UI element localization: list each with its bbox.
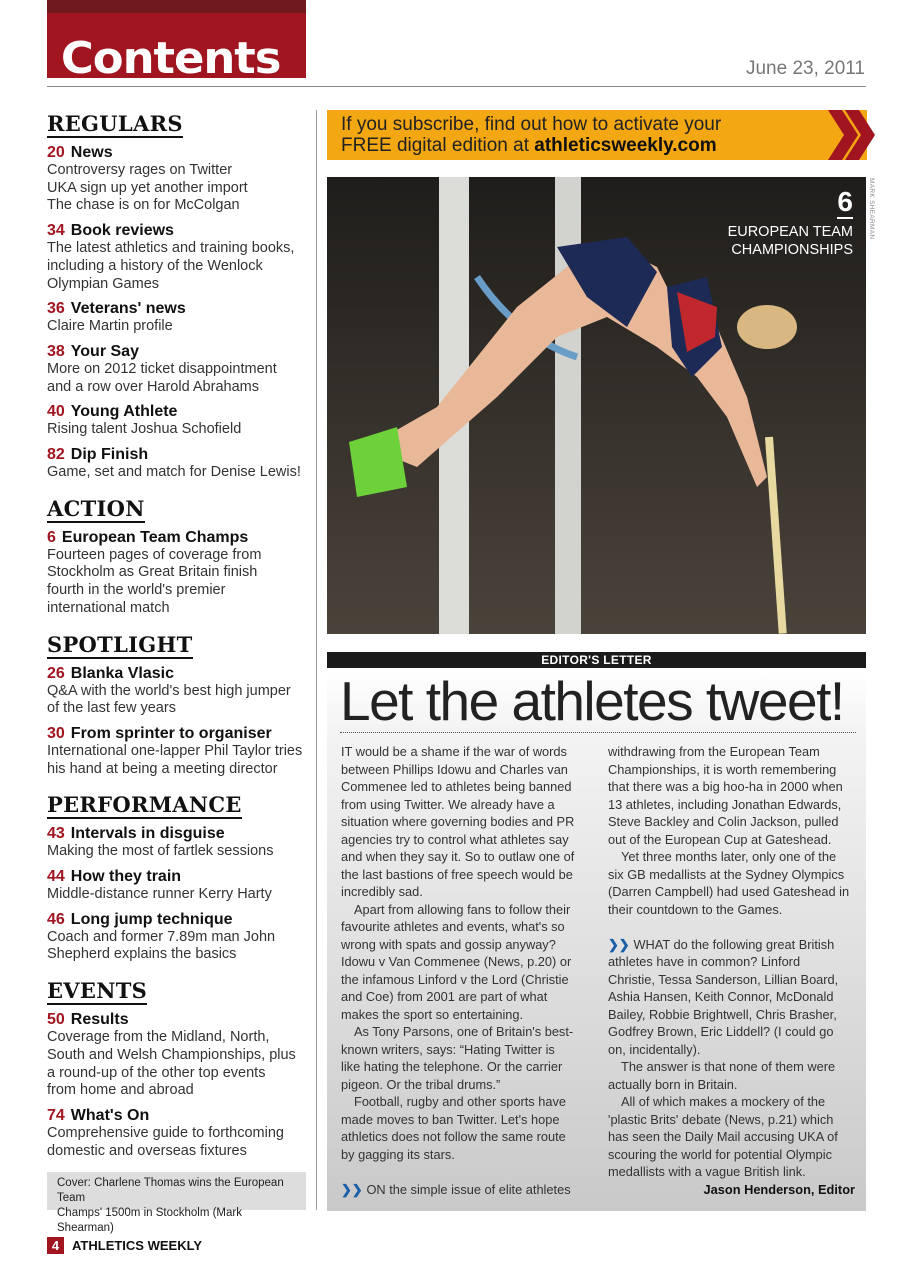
- item-page-number: 46: [47, 910, 65, 928]
- body-text: incredibly sad.: [341, 884, 423, 899]
- body-text: The answer is that none of them were: [621, 1059, 836, 1074]
- body-text-line: [341, 971, 591, 989]
- contents-item[interactable]: [47, 343, 309, 396]
- caption-line: CHAMPIONSHIPS: [731, 242, 853, 258]
- item-description-line: Claire Martin profile: [47, 318, 173, 335]
- section-heading: PERFORMANCE: [47, 792, 242, 818]
- contents-item[interactable]: [47, 300, 309, 336]
- body-text: like hating the telephone. Or the carrier: [341, 1059, 563, 1074]
- item-heading: [47, 403, 309, 421]
- item-title: How they train: [70, 868, 182, 886]
- body-text: actually born in Britain.: [608, 1076, 738, 1092]
- body-text-line: [608, 778, 855, 796]
- body-text-line: [608, 761, 855, 779]
- contents-item[interactable]: [47, 144, 309, 215]
- body-text: All of which makes a mockery of the: [621, 1094, 826, 1109]
- item-title: Young Athlete: [70, 403, 178, 421]
- item-description-line: Shepherd explains the basics: [47, 946, 237, 963]
- body-text-line: [608, 866, 855, 884]
- editorial-column-1: [341, 743, 591, 1198]
- item-heading: [47, 1011, 309, 1029]
- cover-caption-line: Cover: Charlene Thomas wins the European Team: [57, 1177, 284, 1204]
- item-page-number: 20: [47, 144, 65, 161]
- body-text: As Tony Parsons, one of Britain's best-: [354, 1024, 574, 1039]
- body-text-line: [341, 988, 591, 1006]
- item-heading: [47, 343, 309, 361]
- item-title: Your Say: [70, 342, 139, 360]
- item-description-line: South and Welsh Championships, plus: [47, 1046, 296, 1063]
- item-heading: [47, 825, 309, 843]
- contents-item[interactable]: [47, 911, 309, 964]
- item-description-line: including a history of the Wenlock: [47, 257, 263, 274]
- body-text-line: [608, 1093, 855, 1111]
- item-title: Results: [70, 1011, 129, 1029]
- body-text-line: [608, 988, 855, 1006]
- body-text: agencies try to control what athletes say: [341, 831, 569, 847]
- item-heading: [47, 300, 309, 318]
- body-text: Yet three months later, only one of the: [621, 849, 837, 864]
- body-text: their countdown to the Games.: [608, 901, 783, 917]
- photo-credit: MARK SHEARMAN: [868, 178, 875, 240]
- contents-item[interactable]: [47, 825, 309, 861]
- body-text: Football, rugby and other sports have: [354, 1094, 566, 1109]
- body-text-line: [608, 971, 855, 989]
- item-description-line: fourth in the world's premier: [47, 582, 226, 599]
- item-page-number: 82: [47, 446, 65, 464]
- item-title: Blanka Vlasic: [70, 664, 174, 682]
- cover-photo-pole-vault[interactable]: [327, 177, 866, 634]
- body-text: makes the sport so entertaining.: [341, 1006, 524, 1022]
- body-text-line: [341, 778, 591, 796]
- body-text: medallists with a vague British link.: [608, 1164, 806, 1179]
- body-text-line: [608, 831, 855, 849]
- body-text-line: [341, 1128, 591, 1146]
- body-text-line: [608, 883, 855, 901]
- feature-page-number: 6: [837, 186, 853, 217]
- item-description-line: of the last few years: [47, 700, 176, 717]
- body-text: six GB medallists at the Sydney Olympics: [608, 866, 845, 882]
- item-heading: [47, 1107, 309, 1125]
- body-text: made moves to ban Twitter. Let's hope: [341, 1111, 560, 1127]
- body-text-line: [341, 883, 591, 901]
- body-text-line: [608, 953, 855, 971]
- item-description-line: The chase is on for McColgan: [47, 197, 240, 214]
- double-chevron-icon: ❯❯: [608, 936, 630, 952]
- item-description-line: Stockholm as Great Britain finish: [47, 564, 258, 581]
- contents-list: [47, 104, 309, 1167]
- body-text-line: [341, 918, 591, 936]
- item-description-line: International one-lapper Phil Taylor tries: [47, 742, 303, 759]
- contents-item[interactable]: [47, 222, 309, 293]
- body-text-line: [341, 953, 591, 971]
- item-heading: [47, 529, 309, 547]
- body-text-line: [341, 831, 591, 849]
- paragraph-gap: [608, 918, 855, 936]
- body-text-line: [341, 761, 591, 779]
- item-title: From sprinter to organiser: [70, 724, 272, 742]
- item-description-line: The latest athletics and training books,: [47, 240, 295, 257]
- body-text: pigeon. Or the tribal drums.”: [341, 1076, 501, 1092]
- item-page-number: 43: [47, 825, 65, 843]
- body-text: Commenee led to athletes being banned: [341, 779, 572, 794]
- editorial-headline: Let the athletes tweet!: [340, 670, 844, 732]
- caption-line: EUROPEAN TEAM: [727, 224, 853, 240]
- body-text-line: [608, 848, 855, 866]
- body-text-line: [608, 743, 855, 761]
- body-text: that there was a big hoo-ha in 2000 when: [608, 779, 843, 794]
- item-title: Book reviews: [70, 222, 174, 240]
- item-page-number: 34: [47, 222, 65, 240]
- item-title: Intervals in disguise: [70, 825, 225, 843]
- body-text: Idowu v Van Commenee (News, p.20) or: [341, 954, 572, 969]
- item-description-line: Comprehensive guide to forthcoming: [47, 1124, 284, 1141]
- item-page-number: 40: [47, 403, 65, 421]
- section-heading: EVENTS: [47, 978, 148, 1004]
- body-text-line: [608, 901, 855, 919]
- website-link[interactable]: athleticsweekly.com: [534, 135, 717, 156]
- body-text: Christie, Tessa Sanderson, Lillian Board,: [608, 971, 839, 987]
- item-heading: [47, 868, 309, 886]
- masthead-band: [47, 0, 306, 13]
- contents-item[interactable]: [47, 725, 309, 778]
- body-text: from using Twitter. We already have a: [341, 796, 555, 812]
- body-text-line: [341, 1111, 591, 1129]
- editorial-column-2: [608, 743, 855, 1198]
- item-description-line: and a row over Harold Abrahams: [47, 378, 259, 395]
- body-text: and when they say it. So to outlaw one of: [341, 849, 575, 864]
- item-page-number: 26: [47, 664, 65, 682]
- body-text: athletes have in common? Linford: [608, 954, 801, 969]
- body-text-line: [608, 1006, 855, 1024]
- body-text: Steve Backley and Colin Jackson, pulled: [608, 814, 839, 829]
- item-title: Veterans' news: [70, 300, 186, 318]
- body-text: known writers, says: “Hating Twitter is: [341, 1041, 555, 1057]
- item-page-number: 38: [47, 342, 65, 360]
- item-heading: [47, 911, 309, 929]
- body-text: out of the European Cup at Gateshead.: [608, 831, 832, 847]
- body-text-line: [608, 1076, 855, 1094]
- contents-item[interactable]: [47, 446, 309, 482]
- body-text-line: [341, 1023, 591, 1041]
- body-text: situation where governing bodies and PR: [341, 814, 575, 829]
- body-text-line: [608, 1058, 855, 1076]
- body-text-line: [341, 796, 591, 814]
- body-text-line: [608, 936, 855, 954]
- body-text: withdrawing from the European Team: [608, 744, 820, 759]
- column-divider: [316, 110, 317, 1210]
- body-text-line: [341, 1041, 591, 1059]
- chevron-right-icon: [828, 110, 880, 160]
- body-text-line: [341, 743, 591, 761]
- body-text-line: [341, 848, 591, 866]
- body-text: Ashia Hansen, Keith Connor, McDonald: [608, 989, 834, 1004]
- editor-signature: Jason Henderson, Editor: [703, 1181, 855, 1197]
- item-title: News: [70, 144, 113, 161]
- body-text: the infamous Linford v the Lord (Christie: [341, 971, 569, 987]
- item-heading: [47, 665, 309, 683]
- body-text: Championships, it is worth remembering: [608, 761, 837, 777]
- body-text-line: [341, 1146, 591, 1164]
- body-text-line: [341, 1058, 591, 1076]
- item-title: What's On: [70, 1106, 150, 1124]
- contents-item[interactable]: [47, 1011, 309, 1100]
- double-chevron-icon: ❯❯: [341, 1181, 363, 1197]
- editors-letter-label: EDITOR'S LETTER: [327, 652, 866, 668]
- item-title: Long jump technique: [70, 910, 233, 928]
- body-text: Bailey, Robbie Brightwell, Chris Brasher,: [608, 1006, 837, 1022]
- issue-date: June 23, 2011: [745, 58, 865, 79]
- item-description-line: UKA sign up yet another import: [47, 179, 248, 196]
- body-text-line: [608, 1041, 855, 1059]
- item-description-line: international match: [47, 599, 170, 616]
- item-heading: [47, 144, 309, 162]
- body-text-line: [608, 796, 855, 814]
- body-text: athletics does not follow the same route: [341, 1129, 566, 1144]
- body-text-line: [608, 1111, 855, 1129]
- section-heading: REGULARS: [47, 111, 183, 136]
- banner-line: If you subscribe, find out how to activate your: [341, 114, 722, 135]
- item-heading: [47, 725, 309, 743]
- body-text: WHAT do the following great British: [633, 936, 835, 952]
- cover-caption: [47, 1172, 306, 1234]
- body-text: on, incidentally).: [608, 1041, 701, 1057]
- item-description-line: Game, set and match for Denise Lewis!: [47, 464, 301, 481]
- item-description-line: Rising talent Joshua Schofield: [47, 421, 242, 438]
- item-description-line: Controversy rages on Twitter: [47, 162, 233, 178]
- item-description-line: Coach and former 7.89m man John: [47, 928, 276, 945]
- body-text: 'plastic Brits' debate (News, p.21) which: [608, 1111, 834, 1127]
- item-page-number: 44: [47, 868, 65, 886]
- contents-item[interactable]: [47, 665, 309, 718]
- item-description-line: Olympian Games: [47, 275, 160, 292]
- cover-caption-line: Champs' 1500m in Stockholm (Mark Shearman): [57, 1207, 242, 1234]
- body-text: has seen the Daily Mail accusing UKA of: [608, 1129, 838, 1144]
- item-page-number: 30: [47, 724, 65, 742]
- body-text: Godfrey Brown, Eric Liddell? (I could go: [608, 1024, 834, 1039]
- body-text-line: [341, 1006, 591, 1024]
- body-text: 13 athletes, including Jonathan Edwards,: [608, 796, 842, 812]
- body-text: favourite athletes and events, what's so: [341, 919, 565, 934]
- item-page-number: 50: [47, 1011, 65, 1029]
- dotted-divider: [340, 732, 856, 733]
- item-page-number: 36: [47, 300, 65, 318]
- page-title: Contents: [60, 33, 281, 84]
- item-heading: [47, 222, 309, 240]
- item-description-line: Making the most of fartlek sessions: [47, 843, 274, 860]
- item-description-line: from home and abroad: [47, 1082, 194, 1099]
- body-text-line: [341, 1076, 591, 1094]
- section-heading: SPOTLIGHT: [47, 631, 193, 657]
- body-text: the last bastions of free speech would be: [341, 866, 573, 882]
- body-text: IT would be a shame if the war of words: [341, 744, 567, 759]
- body-text: scouring the world for potential Olympic: [608, 1146, 833, 1162]
- page-number: 4: [47, 1237, 64, 1254]
- item-description-line: a round-up of the other top events: [47, 1064, 266, 1081]
- body-text: (Darren Campbell) had used Gateshead in: [608, 884, 850, 899]
- body-text-line: [608, 1163, 855, 1181]
- contents-item[interactable]: [47, 529, 309, 618]
- contents-item[interactable]: [47, 403, 309, 439]
- item-page-number: 6: [47, 528, 56, 546]
- item-description-line: Coverage from the Midland, North,: [47, 1029, 270, 1046]
- item-description-line: Fourteen pages of coverage from: [47, 546, 262, 563]
- body-text-line: [608, 813, 855, 831]
- item-description-line: Middle-distance runner Kerry Harty: [47, 886, 272, 903]
- subscribe-banner[interactable]: [327, 110, 867, 160]
- banner-line: FREE digital edition at: [341, 135, 535, 156]
- body-text: wrong with spats and gossip anyway?: [341, 936, 556, 952]
- paragraph-gap: [341, 1163, 591, 1181]
- publication-name: ATHLETICS WEEKLY: [72, 1238, 203, 1253]
- photo-caption: [728, 187, 853, 259]
- body-text-line: [341, 1093, 591, 1111]
- item-description-line: Q&A with the world's best high jumper: [47, 682, 291, 699]
- item-heading: [47, 446, 309, 464]
- item-description-line: More on 2012 ticket disappointment: [47, 360, 277, 377]
- item-title: European Team Champs: [61, 528, 249, 546]
- body-text-line: [341, 1181, 591, 1199]
- contents-item[interactable]: [47, 1107, 309, 1160]
- body-text-line: [608, 1128, 855, 1146]
- body-text-line: [341, 866, 591, 884]
- body-text-line: [341, 813, 591, 831]
- masthead: [47, 0, 306, 84]
- item-page-number: 74: [47, 1106, 65, 1124]
- body-text-line: [341, 901, 591, 919]
- contents-item[interactable]: [47, 868, 309, 904]
- body-text-line: [341, 936, 591, 954]
- body-text-line: [608, 1023, 855, 1041]
- body-text-line: [608, 1146, 855, 1164]
- item-description-line: his hand at being a meeting director: [47, 760, 278, 777]
- body-text: by gagging its stars.: [341, 1146, 455, 1162]
- body-text: and Coe) from 2001 are part of what: [341, 989, 548, 1004]
- body-text: ON the simple issue of elite athletes: [366, 1181, 571, 1197]
- section-heading: ACTION: [47, 495, 145, 521]
- item-title: Dip Finish: [70, 446, 149, 464]
- item-description-line: domestic and overseas fixtures: [47, 1142, 247, 1159]
- body-text: Apart from allowing fans to follow their: [354, 901, 571, 917]
- header-divider: [47, 86, 866, 87]
- body-text: between Phillips Idowu and Charles van: [341, 761, 568, 777]
- page-footer: [47, 1237, 202, 1254]
